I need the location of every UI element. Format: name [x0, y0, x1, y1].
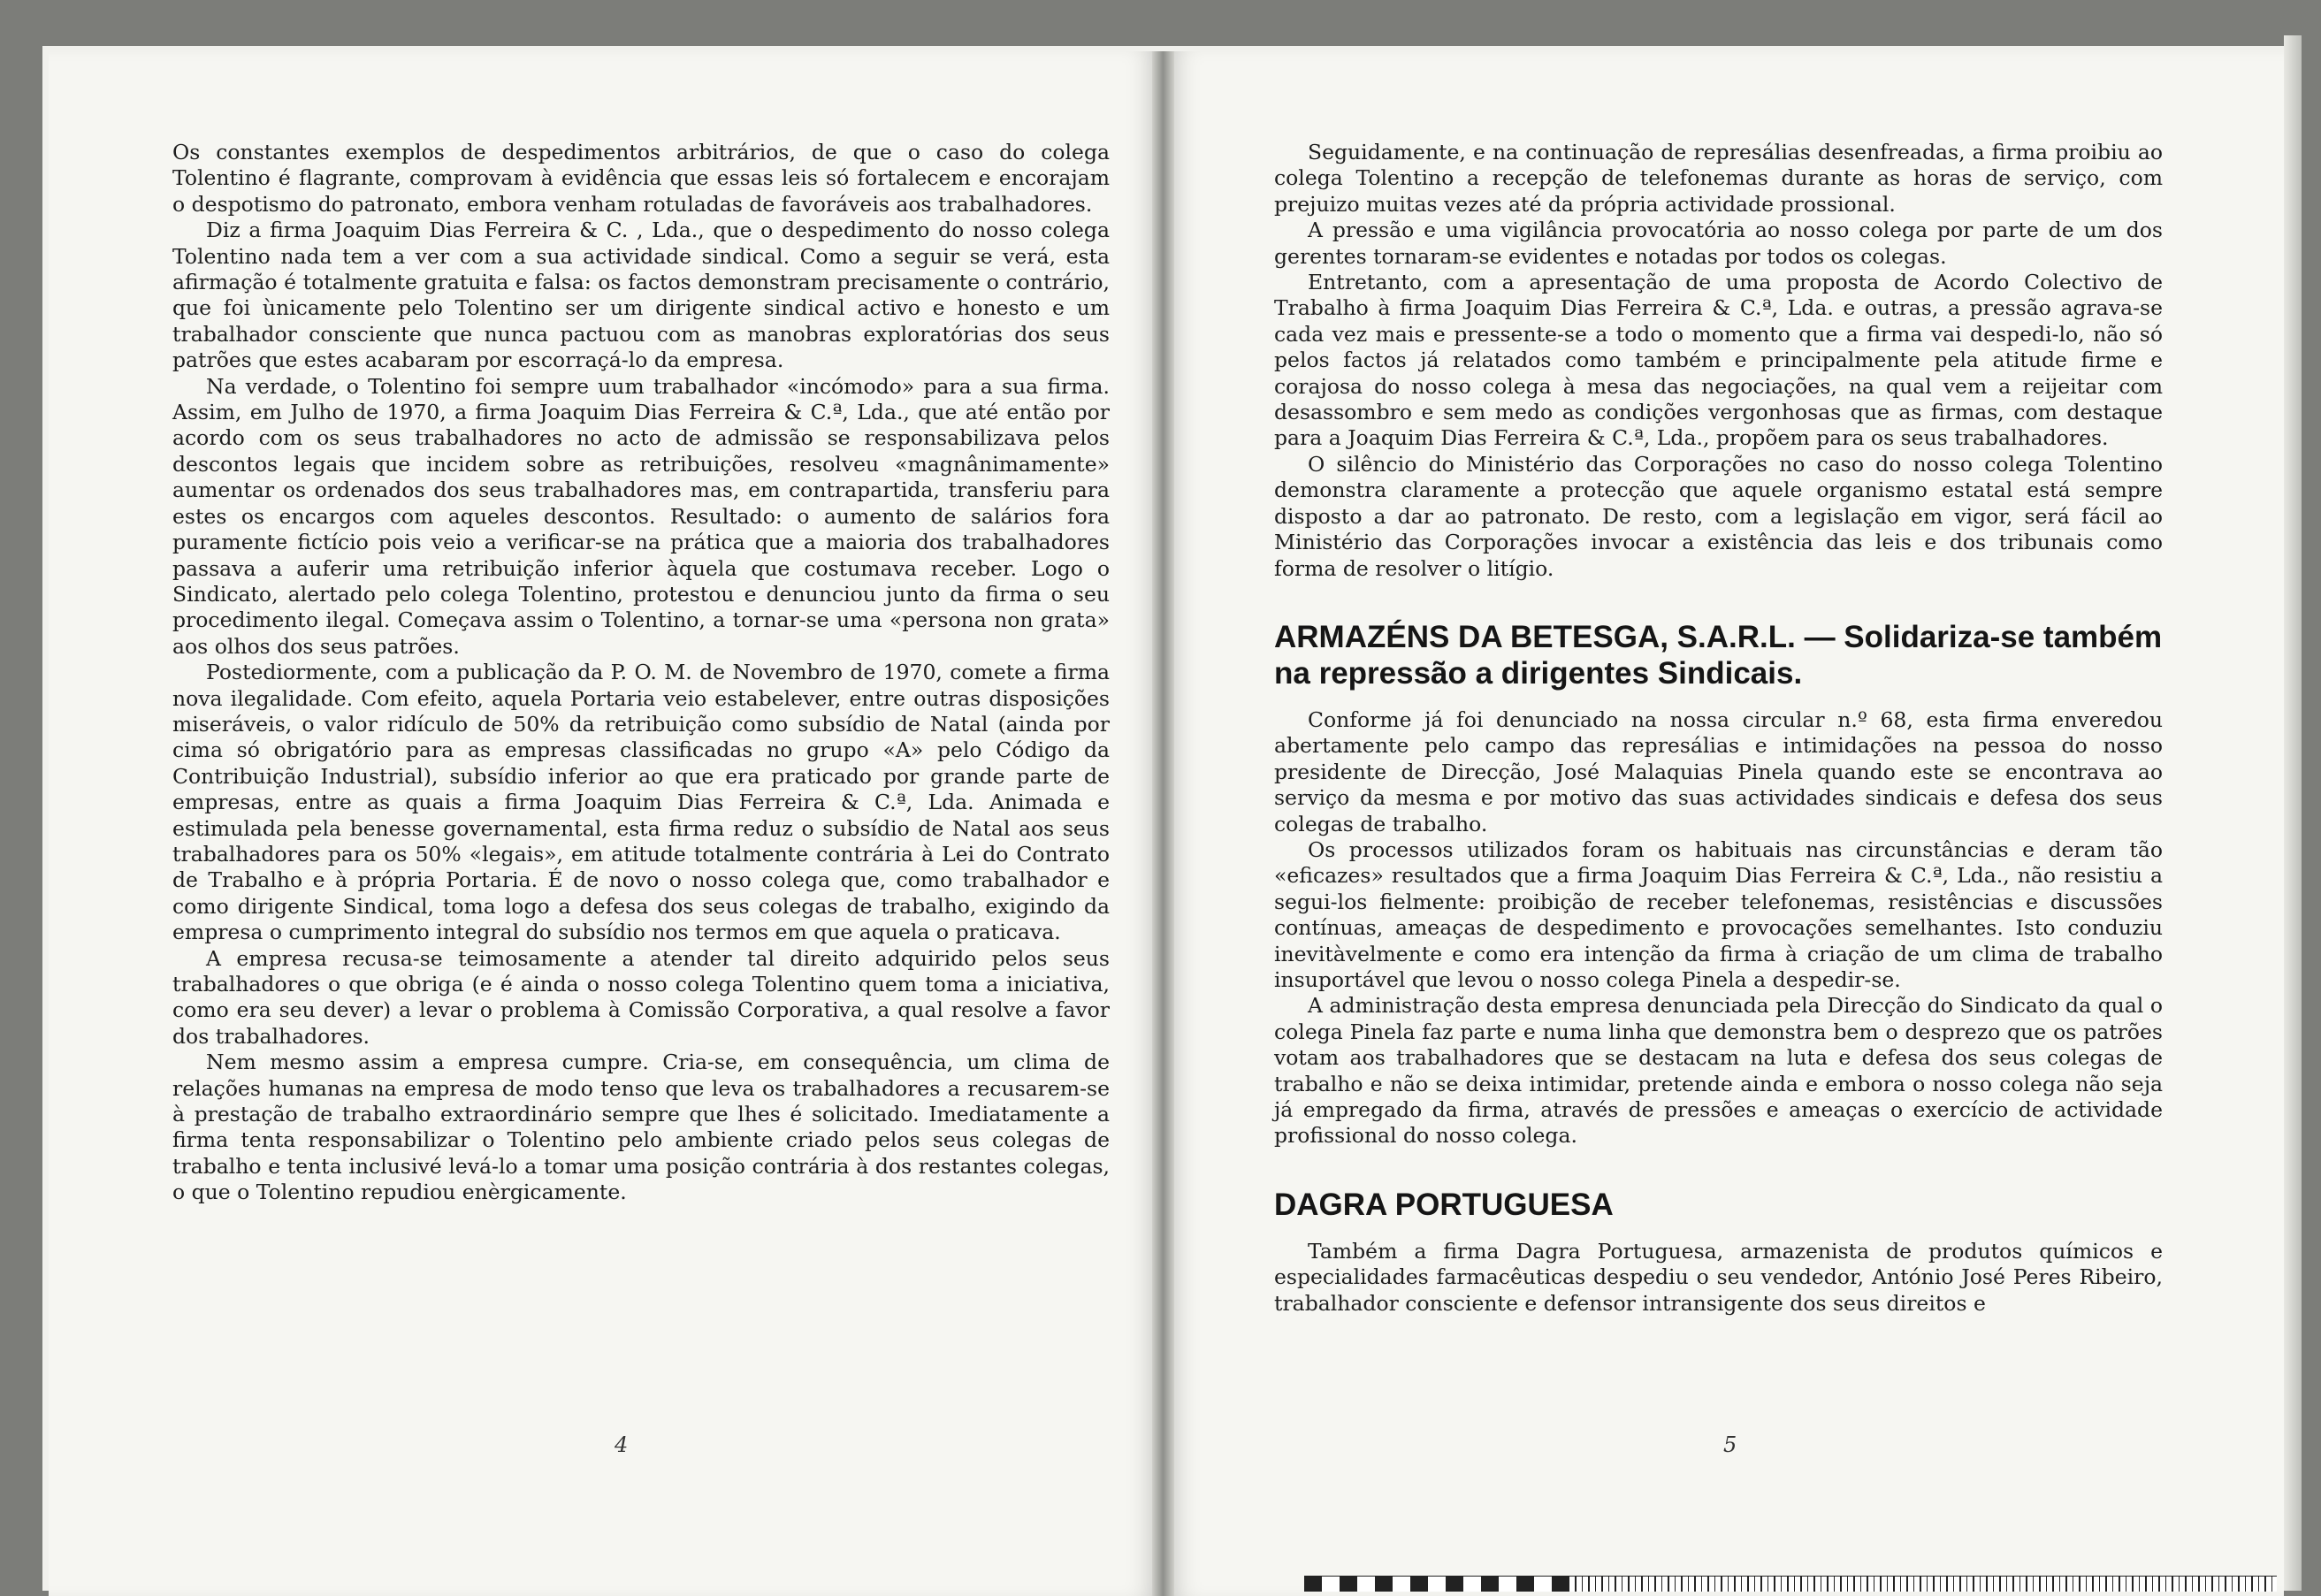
left-page	[49, 51, 1152, 1596]
left-page-body	[172, 140, 1110, 1206]
paragraph: Também a firma Dagra Portuguesa, armazenista de produtos químicos e especialidades farmacêuticas despediu o seu vendedor, António José Peres Ribeiro, trabalhador consciente e defensor intransigente dos seus direitos e	[1274, 1238, 2163, 1316]
paragraph: Diz a firma Joaquim Dias Ferreira & C. , Lda., que o despedimento do nosso colega Tolentino nada tem a ver com a sua actividade sindical. Como a seguir se verá, esta afirmação é totalmente gratuita e falsa: os factos demonstram precisamente o contrário, que foi ùnicamente pelo Tolentino ser um dirigente sindical activo e honesto e um trabalhador consciente que nunca pactuou com as manobras exploratórias dos seus patrões que estes acabaram por escorraçá-lo da empresa.	[172, 218, 1110, 373]
page-number: 5	[1723, 1432, 1737, 1457]
section-heading: DAGRA PORTUGUESA	[1274, 1187, 1614, 1222]
paragraph: Seguidamente, e na continuação de represálias desenfreadas, a firma proibiu ao colega Tolentino a recepção de telefonemas durante as horas de serviço, com prejuizo muitas vezes até da própria actividade prossional.	[1274, 140, 2163, 217]
color-scale-bar	[1304, 1576, 2277, 1592]
section-heading: ARMAZÉNS DA BETESGA, S.A.R.L. — Solidariza-se também na repressão a dirigentes Sindicais.	[1274, 619, 2163, 691]
paragraph: Os processos utilizados foram os habituais nas circunstâncias e deram tão «eficazes» resultados que a firma Joaquim Dias Ferreira & C.ª, Lda., não resistiu a segui-los fielmente: proibição de receber telefonemas, resistências e discussões contínuas, ameaças de despedimento e provocações semelhantes. Isto conduziu inevitàvelmente e como era intenção da firma à criação de um clima de trabalho insuportável que levou o nosso colega Pinela a despedir-se.	[1274, 836, 2163, 992]
paragraph: Conforme já foi denunciado na nossa circular n.º 68, esta firma enveredou abertamente pelo campo das represálias e intimidações na pessoa do nosso presidente de Direcção, José Malaquias Pinela quando este se encontrava ao serviço da mesma e por motivo das suas actividades sindicais e defesa dos seus colegas de trabalho.	[1274, 706, 2163, 836]
paragraph: Postediormente, com a publicação da P. O. M. de Novembro de 1970, comete a firma nova ilegalidade. Com efeito, aquela Portaria veio estabelever, entre outras disposições miseráveis, o valor ridículo de 50% da retribuição como subsídio de Natal (ainda por cima só obrigatório para as empresas classificadas no grupo «A» pelo Código da Contribuição Industrial), subsídio inferior ao que era praticado por grande parte de empresas, entre as quais a firma Joaquim Dias Ferreira & C.ª, Lda. Animada e estimulada pela benesse governamental, esta firma reduz o subsídio de Natal aos seus trabalhadores para os 50% «legais», em atitude totalmente contrária à Lei do Contrato de Trabalho e à própria Portaria. É de novo o nosso colega que, como trabalhador e como dirigente Sindical, toma logo a defesa dos seus colegas de trabalho, exigindo da empresa o cumprimento integral do subsídio nos termos em que aquela o praticava.	[172, 660, 1110, 945]
paragraph: Entretanto, com a apresentação de uma proposta de Acordo Colectivo de Trabalho à firma Joaquim Dias Ferreira & C.ª, Lda. e outras, a pressão agrava-se cada vez mais e pressente-se a todo o momento que a firma vai despedi-lo, não só pelos factos já relatados como também e principalmente pela atitude firme e corajosa do nosso colega à mesa das negociações, na qual vem a reijeitar com desassombro e sem medo as condições vergonhosas que as firmas, com destaque para a Joaquim Dias Ferreira & C.ª, Lda., propõem para os seus trabalhadores.	[1274, 270, 2163, 451]
page-edge	[2284, 35, 2302, 1591]
paragraph: Nem mesmo assim a empresa cumpre. Cria-se, em consequência, um clima de relações humanas na empresa de modo tenso que leva os trabalhadores a recusarem-se à prestação de trabalho extraordinário sempre que lhes é solicitado. Imediatamente a firma tenta responsabilizar o Tolentino pelo ambiente criado pelos seus colegas de trabalho e tenta inclusivé levá-lo a tomar uma posição contrária à dos restantes colegas, o que o Tolentino repudiou enèrgicamente.	[172, 1050, 1110, 1205]
paragraph: A empresa recusa-se teimosamente a atender tal direito adquirido pelos seus trabalhadores o que obriga (e é ainda o nosso colega Tolentino quem toma a iniciativa, como era seu dever) a levar o problema à Comissão Corporativa, a qual resolve a favor dos trabalhadores.	[172, 945, 1110, 1049]
paragraph: O silêncio do Ministério das Corporações no caso do nosso colega Tolentino demonstra claramente a protecção que aquele organismo estatal está sempre disposto a dar ao patronato. De resto, com a legislação em vigor, será fácil ao Ministério das Corporações invocar a existência das leis e dos tribunais como forma de resolver o litígio.	[1274, 451, 2163, 581]
paragraph: A pressão e uma vigilância provocatória ao nosso colega por parte de um dos gerentes tornaram-se evidentes e notadas por todos os colegas.	[1274, 218, 2163, 269]
paragraph: Na verdade, o Tolentino foi sempre uum trabalhador «incómodo» para a sua firma. Assim, em Julho de 1970, a firma Joaquim Dias Ferreira & C.ª, Lda., que até então por acordo com os seus trabalhadores no acto de admissão se responsabilizava pelos descontos legais que incidem sobre as retribuições, resolveu «magnânimamente» aumentar os ordenados dos seus trabalhadores mas, em contrapartida, transferiu para estes os encargos com aqueles descontos. Resultado: o aumento de salários fora puramente fictício pois veio a verificar-se na prática que a maioria dos trabalhadores passava a auferir uma retribuição inferior àquela que costumava receber. Logo o Sindicato, alertado pelo colega Tolentino, protestou e denunciou junto da firma o seu procedimento ilegal. Começava assim o Tolentino, a tornar-se uma «persona non grata» aos olhos dos seus patrões.	[172, 373, 1110, 659]
right-page	[1174, 51, 2284, 1596]
page-number: 4	[615, 1432, 629, 1457]
book-gutter	[1152, 51, 1174, 1596]
right-page-body	[1274, 140, 2163, 1317]
paragraph: A administração desta empresa denunciada pela Direcção do Sindicato da qual o colega Pinela faz parte e numa linha que demonstra bem o desprezo que os patrões votam aos trabalhadores que se destacam na luta e defesa dos seus colegas de trabalho e não se deixa intimidar, pretende ainda e embora o nosso colega não seja já empregado da firma, através de pressões e ameaças o exercício de actividade profissional do nosso colega.	[1274, 993, 2163, 1149]
paragraph: Os constantes exemplos de despedimentos arbitrários, de que o caso do colega Tolentino é flagrante, comprovam à evidência que essas leis só fortalecem e encorajam o despotismo do patronato, embora venham rotuladas de favoráveis aos trabalhadores.	[172, 140, 1110, 217]
